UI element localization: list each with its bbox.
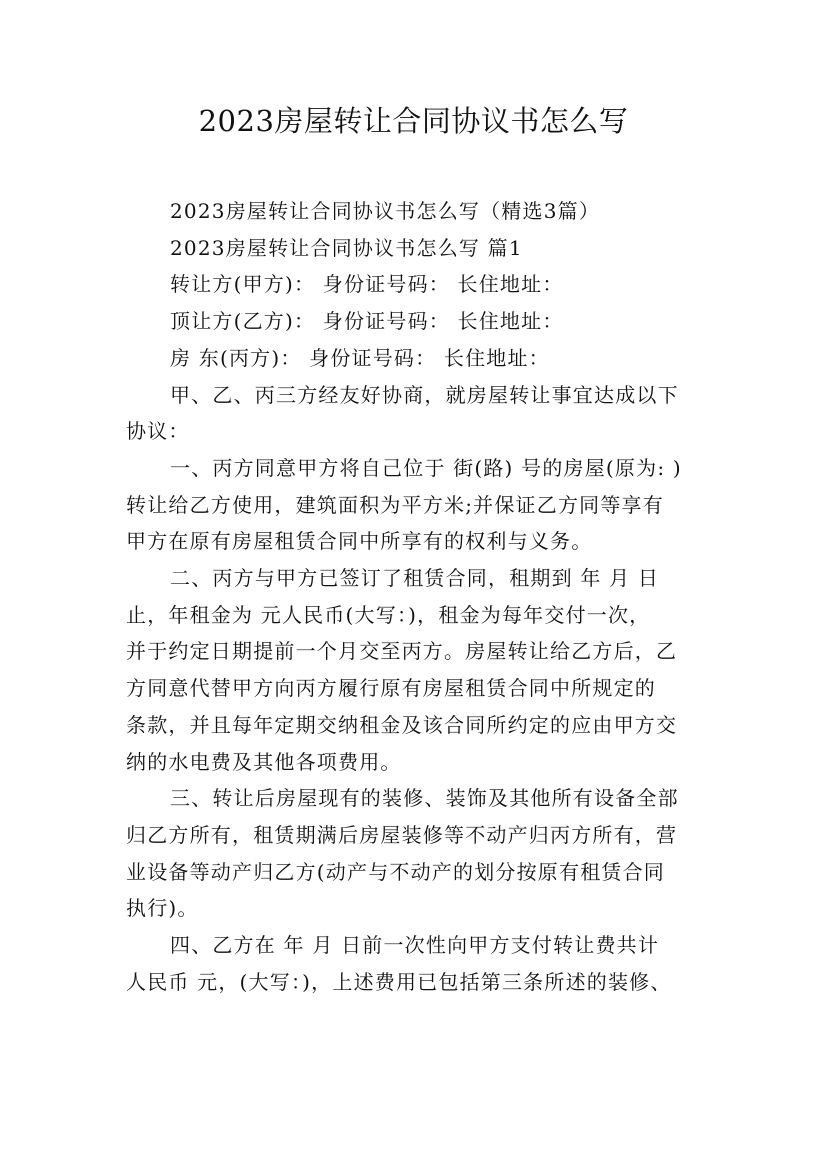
clause-4-line: 四、乙方在 年 月 日前一次性向甲方支付转让费共计 [170,933,660,958]
clause-3-line: 业设备等动产归乙方(动产与不动产的划分按原有租赁合同 [126,859,666,884]
party-c-line: 房 东(丙方)： 身份证号码： 长住地址： [170,345,550,370]
paragraph-line: 甲、乙、丙三方经友好协商，就房屋转让事宜达成以下 [170,382,679,407]
clause-2-line: 并于约定日期提前一个月交至丙方。房屋转让给乙方后，乙 [126,639,678,664]
party-b-line: 顶让方(乙方)： 身份证号码： 长住地址： [170,309,564,334]
paragraph-line: 协议： [126,419,190,444]
clause-1-line: 甲方在原有房屋租赁合同中所享有的权利与义务。 [126,529,593,554]
party-a-line: 转让方(甲方)： 身份证号码： 长住地址： [170,272,564,297]
clause-2-line: 条款，并且每年定期交纳租金及该合同所约定的应由甲方交 [126,712,678,737]
clause-2-line: 纳的水电费及其他各项费用。 [126,749,402,774]
clause-4-line: 人民币 元，(大写：)，上述费用已包括第三条所述的装修、 [126,969,672,994]
document-body [126,193,716,1000]
clause-3-line: 归乙方所有，租赁期满后房屋装修等不动产归丙方所有，营 [126,822,678,847]
clause-2-line: 止，年租金为 元人民币(大写：)，租金为每年交付一次， [126,602,651,627]
clause-1-line: 转让给乙方使用，建筑面积为平方米;并保证乙方同等享有 [126,492,664,517]
clause-3-line: 执行)。 [126,896,199,921]
document-title: 2023房屋转让合同协议书怎么写 [198,104,629,138]
clause-2-line: 方同意代替甲方向丙方履行原有房屋租赁合同中所规定的 [126,676,656,701]
clause-3-line: 三、转让后房屋现有的装修、装饰及其他所有设备全部 [170,786,679,811]
section-heading: 2023房屋转让合同协议书怎么写 篇1 [170,235,523,260]
subtitle-line: 2023房屋转让合同协议书怎么写（精选3篇） [170,199,601,223]
clause-2-line: 二、丙方与甲方已签订了租赁合同，租期到 年 月 日 [170,566,660,591]
clause-1-line: 一、丙方同意甲方将自己位于 街(路) 号的房屋(原为: ) [170,455,682,480]
